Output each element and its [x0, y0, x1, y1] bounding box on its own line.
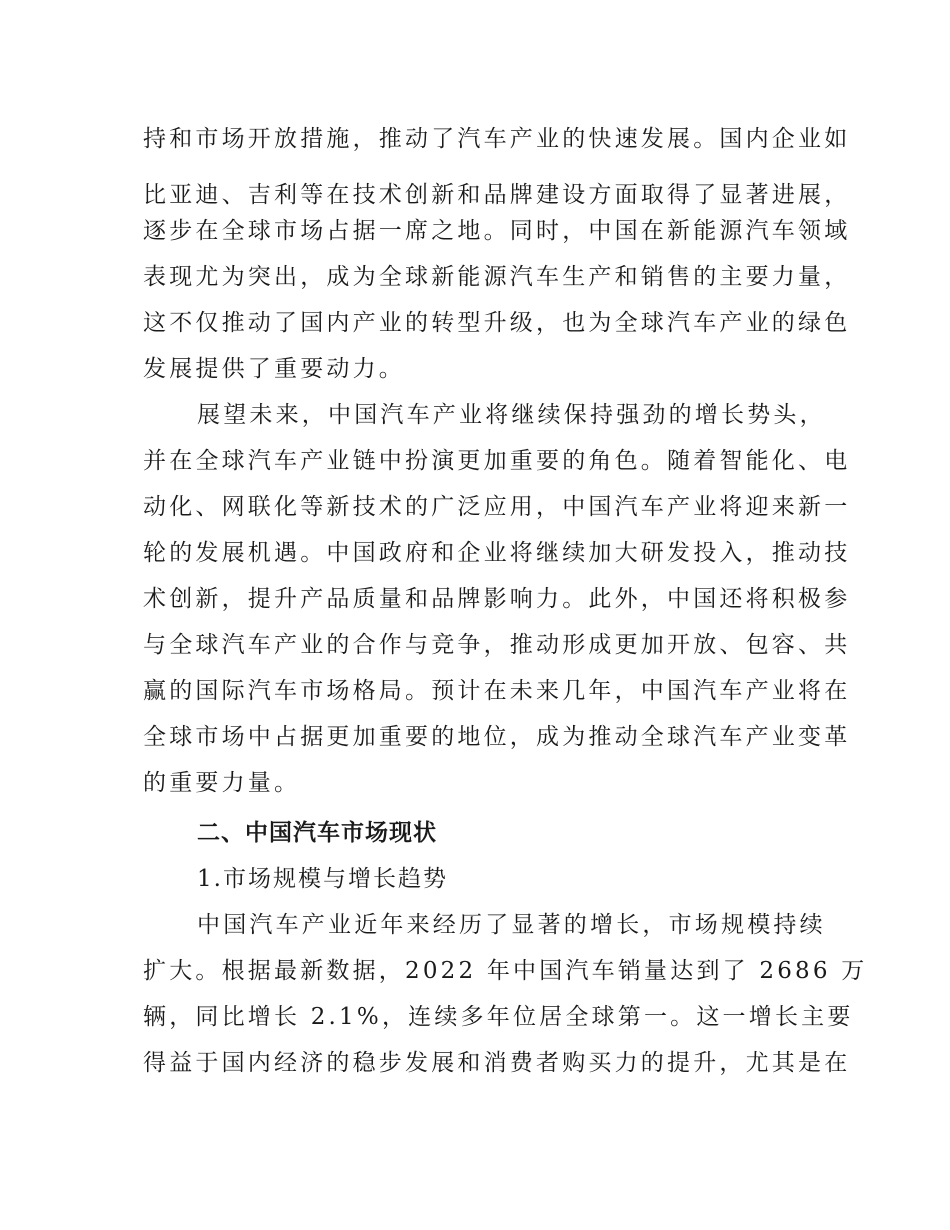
paragraph-line: 赢的国际汽车市场格局。预计在未来几年，中国汽车产业将在	[143, 678, 851, 704]
subsection-heading: 1.市场规模与增长趋势	[197, 866, 448, 892]
paragraph-line: 表现尤为突出，成为全球新能源汽车生产和销售的主要力量，	[143, 264, 851, 290]
paragraph-line: 比亚迪、吉利等在技术创新和品牌建设方面取得了显著进展，	[143, 182, 851, 208]
section-heading: 二、中国汽车市场现状	[197, 820, 437, 846]
paragraph-line: 动化、网联化等新技术的广泛应用，中国汽车产业将迎来新一	[143, 494, 851, 520]
paragraph-line: 扩大。根据最新数据，2022 年中国汽车销量达到了 2686 万	[143, 958, 868, 984]
paragraph-line: 与全球汽车产业的合作与竞争，推动形成更加开放、包容、共	[143, 632, 851, 658]
paragraph-line: 发展提供了重要动力。	[143, 356, 405, 382]
paragraph-line: 这不仅推动了国内产业的转型升级，也为全球汽车产业的绿色	[143, 310, 851, 336]
paragraph-line: 并在全球汽车产业链中扮演更加重要的角色。随着智能化、电	[143, 448, 851, 474]
paragraph-line: 术创新，提升产品质量和品牌影响力。此外，中国还将积极参	[143, 586, 851, 612]
paragraph-line: 中国汽车产业近年来经历了显著的增长，市场规模持续	[197, 912, 826, 938]
paragraph-line: 的重要力量。	[143, 770, 301, 796]
paragraph-line: 逐步在全球市场占据一席之地。同时，中国在新能源汽车领域	[143, 218, 851, 244]
paragraph-line: 展望未来，中国汽车产业将继续保持强劲的增长势头，	[197, 402, 826, 428]
paragraph-line: 持和市场开放措施，推动了汽车产业的快速发展。国内企业如	[143, 126, 851, 152]
paragraph-line: 全球市场中占据更加重要的地位，成为推动全球汽车产业变革	[143, 724, 851, 750]
paragraph-line: 得益于国内经济的稳步发展和消费者购买力的提升，尤其是在	[143, 1050, 851, 1076]
paragraph-line: 辆，同比增长 2.1%，连续多年位居全球第一。这一增长主要	[143, 1004, 854, 1030]
paragraph-line: 轮的发展机遇。中国政府和企业将继续加大研发投入，推动技	[143, 540, 851, 566]
